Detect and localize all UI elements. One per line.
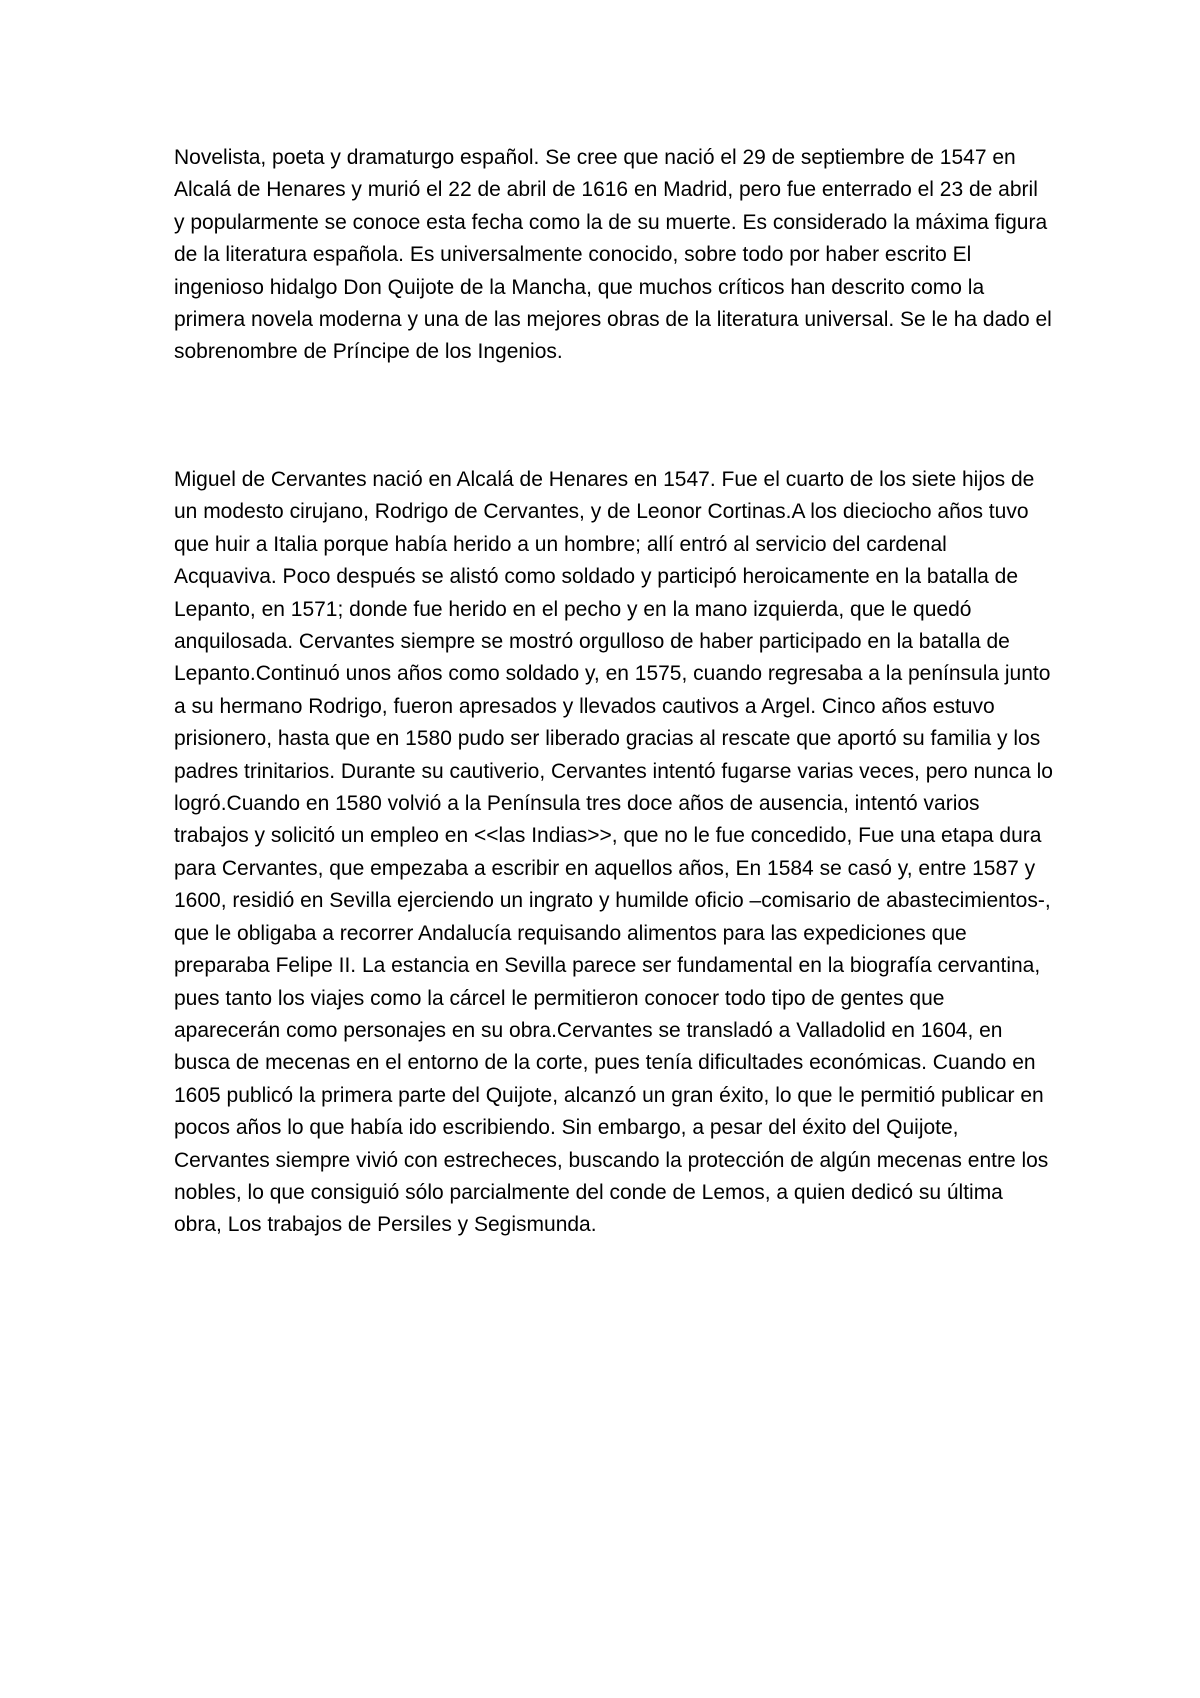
paragraph-biography: Miguel de Cervantes nació en Alcalá de Henares en 1547. Fue el cuarto de los siete hijos de un modesto cirujano, Rodrigo de Cervantes, y de Leonor Cortinas.A los dieciocho años tuvo que huir a Italia porque había herido a un hombre; allí entró al servicio del cardenal Acquaviva. Poco después se alistó como soldado y participó heroicamente en la batalla de Lepanto, en 1571; donde fue herido en el pecho y en la mano izquierda, que le quedó anquilosada. Cervantes siempre se mostró orgulloso de haber participado en la batalla de Lepanto.Continuó unos años como soldado y, en 1575, cuando regresaba a la península junto a su hermano Rodrigo, fueron apresados y llevados cautivos a Argel. Cinco años estuvo prisionero, hasta que en 1580 pudo ser liberado gracias al rescate que aportó su familia y los padres trinitarios. Durante su cautiverio, Cervantes intentó fugarse varias veces, pero nunca lo logró.Cuando en 1580 volvió a la Península tres doce años de ausencia, intentó varios trabajos y solicitó un empleo en <<las Indias>>, que no le fue concedido, Fue una etapa dura para Cervantes, que empezaba a escribir en aquellos años, En 1584 se casó y, entre 1587 y 1600, residió en Sevilla ejerciendo un ingrato y humilde oficio –comisario de abastecimientos-, que le obligaba a recorrer Andalucía requisando alimentos para las expediciones que preparaba Felipe II. La estancia en Sevilla parece ser fundamental en la biografía cervantina, pues tanto los viajes como la cárcel le permitieron conocer todo tipo de gentes que aparecerán como personajes en su obra.Cervantes se transladó a Valladolid en 1604, en busca de mecenas en el entorno de la corte, pues tenía dificultades económicas. Cuando en 1605 publicó la primera parte del Quijote, alcanzó un gran éxito, lo que le permitió publicar en pocos años lo que había ido escribiendo. Sin embargo, a pesar del éxito del Quijote, Cervantes siempre vivió con estrecheces, buscando la protección de algún mecenas entre los nobles, lo que consiguió sólo parcialmente del conde de Lemos, a quien dedicó su última obra, Los trabajos de Persiles y Segismunda. bbox=[174, 468, 1053, 1237]
paragraph-intro: Novelista, poeta y dramaturgo español. Se cree que nació el 29 de septiembre de 1547 en Alcalá de Henares y murió el 22 de abril de 1616 en Madrid, pero fue enterrado el 23 de abril y popularmente se conoce esta fecha como la de su muerte. Es considerado la máxima figura de la literatura española. Es universalmente conocido, sobre todo por haber escrito El ingenioso hidalgo Don Quijote de la Mancha, que muchos críticos han descrito como la primera novela moderna y una de las mejores obras de la literatura universal. Se le ha dado el sobrenombre de Príncipe de los Ingenios. bbox=[174, 146, 1052, 364]
